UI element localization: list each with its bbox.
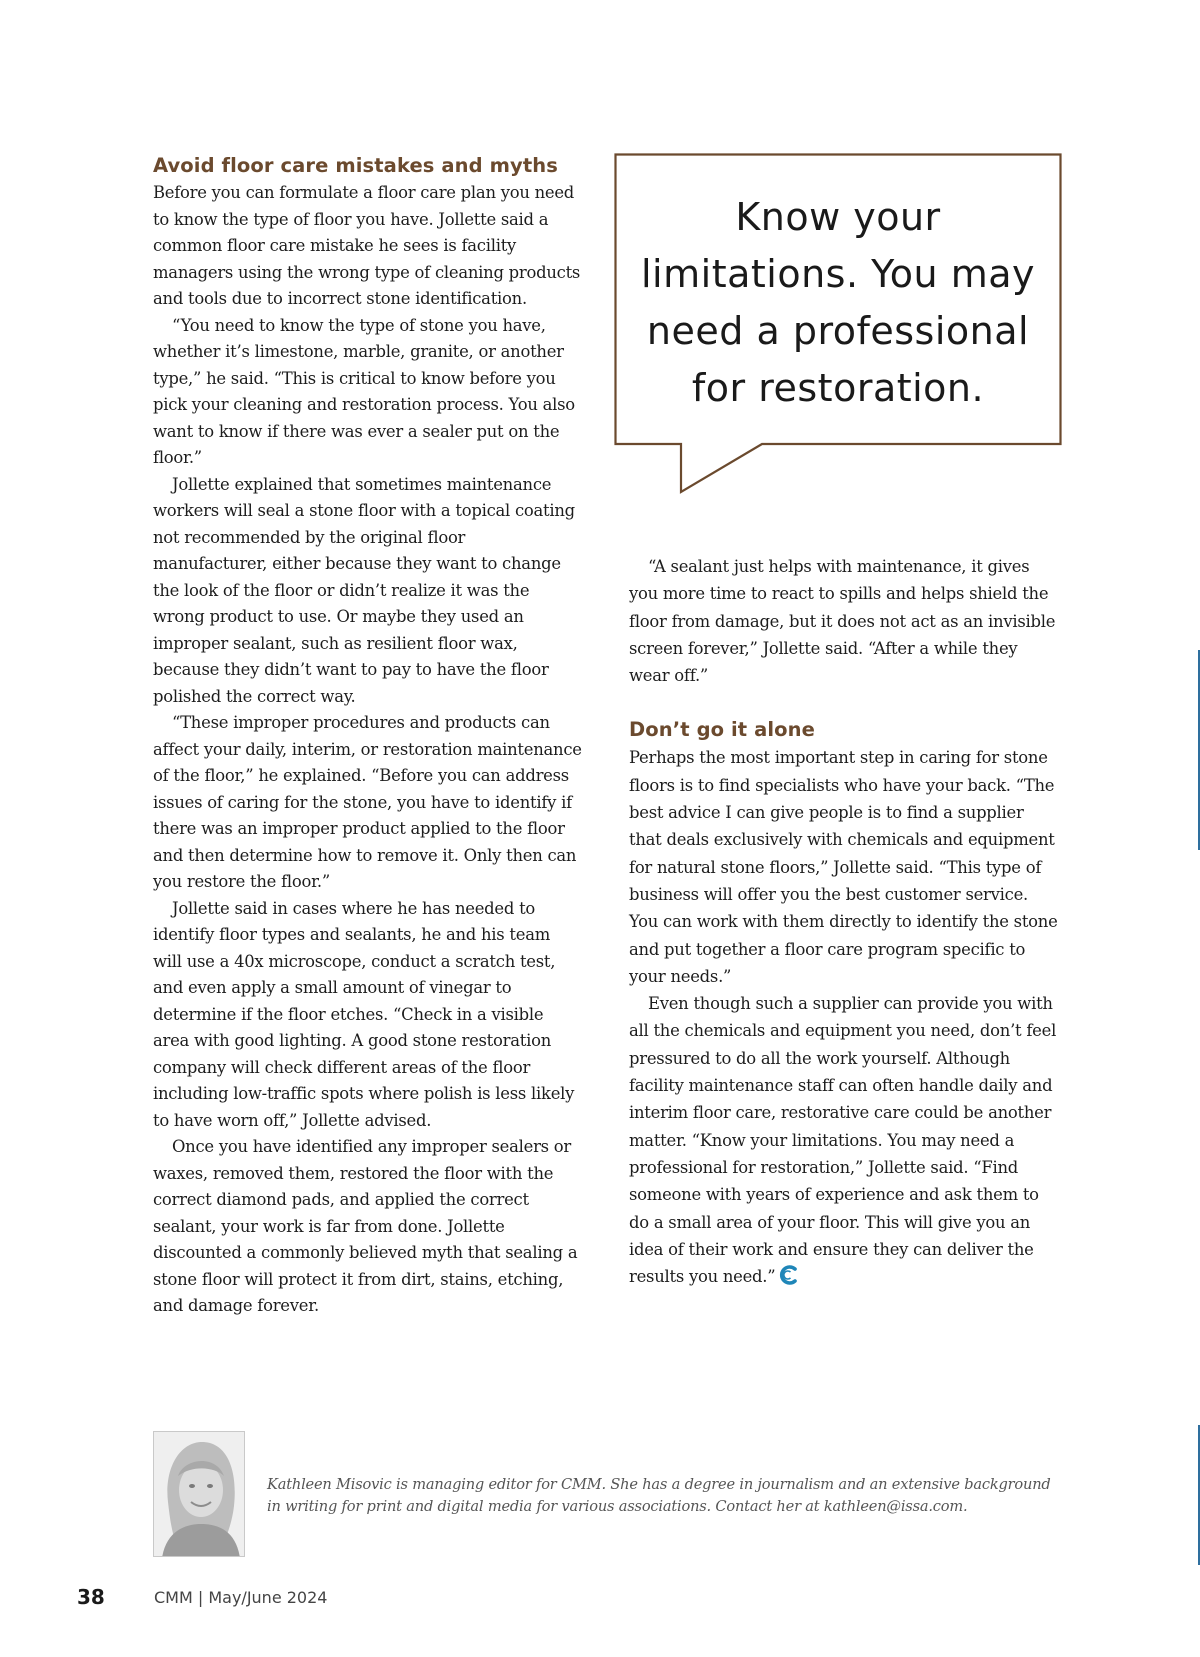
body-paragraph: “These improper procedures and products can affect your daily, interim, or restoration maintenance of the floor,” he explained. “Before you can address issues of caring for the stone, you have to identify if there was an improper product applied to the floor and then determine how to remove it. Only then can you restore the floor.” [153, 713, 582, 891]
pull-quote-text [624, 189, 1052, 417]
pull-quote-line: for restoration. [691, 366, 985, 410]
left-column [153, 153, 583, 1320]
body-paragraph: Jollette said in cases where he has needed to identify floor types and sealants, he and his team will use a 40x microscope, conduct a scratch test, and even apply a small amount of vinegar to determine if the floor etches. “Check in a visible area with good lighting. A good stone restoration company will check different areas of the floor including low-traffic spots where polish is less likely to have worn off,” Jollette advised. [153, 898, 575, 1130]
pull-quote-callout [614, 153, 1062, 495]
author-portrait-image [154, 1432, 245, 1557]
body-paragraph: Once you have identified any improper sealers or waxes, removed them, restored the floor with the correct diamond pads, and applied the correct sealant, your work is far from done. Jollette discounted a commonly believed myth that sealing a stone floor will protect it from dirt, stains, etching, and damage forever. [153, 1137, 578, 1315]
body-paragraph: “You need to know the type of stone you have, whether it’s limestone, marble, granite, or another type,” he said. “This is critical to know before you pick your cleaning and restoration process. You also want to know if there was ever a sealer put on the floor.” [153, 315, 575, 467]
author-photo [153, 1431, 245, 1557]
right-column [629, 553, 1059, 1290]
end-of-article-icon [779, 1265, 799, 1285]
body-paragraph-text: Even though such a supplier can provide you with all the chemicals and equipment you need, don’t feel pressured to do all the work yourself. Although facility maintenance staff can often handle daily and interim floor care, restorative care could be another matter. “Know your limitations. You may need a professional for restoration,” Jollette said. “Find someone with years of experience and ask them to do a small area of your floor. This will give you an idea of their work and ensure they can deliver the results you need.” [629, 994, 1057, 1287]
section-heading-dont-go-alone: Don’t go it alone [629, 718, 815, 742]
author-bio [153, 1430, 1063, 1558]
pull-quote-line: need a professional [646, 309, 1030, 353]
section-heading-myths: Avoid floor care mistakes and myths [153, 154, 558, 177]
publication-line: CMM | May/June 2024 [154, 1588, 328, 1607]
page-number: 38 [77, 1585, 105, 1609]
author-bio-text: Kathleen Misovic is managing editor for CMM. She has a degree in journalism and an extensive background in writing for print and digital media for various associations. Contact her at kathleen@issa.com. [267, 1476, 1051, 1515]
body-paragraph: Jollette explained that sometimes maintenance workers will seal a stone floor with a topical coating not recommended by the original floor manufacturer, either because they want to change the look of the floor or didn’t realize it was the wrong product to use. Or maybe they used an improper sealant, such as resilient floor wax, because they didn’t want to pay to have the floor polished the correct way. [153, 474, 575, 706]
pull-quote-line: limitations. You may [641, 252, 1035, 296]
pull-quote-line: Know your [735, 195, 941, 239]
body-paragraph: Perhaps the most important step in caring for stone floors is to find specialists who have your back. “The best advice I can give people is to find a supplier that deals exclusively with chemicals and equipment for natural stone floors,” Jollette said. “This type of business will offer you the best customer service. You can work with them directly to identify the stone and put together a floor care program specific to your needs.” [629, 748, 1058, 986]
body-paragraph-last [629, 990, 1059, 1290]
body-paragraph: “A sealant just helps with maintenance, it gives you more time to react to spills and helps shield the floor from damage, but it does not act as an invisible screen forever,” Jollette said. “After a while they wear off.” [629, 557, 1056, 686]
body-paragraph: Before you can formulate a floor care plan you need to know the type of floor you have. Jollette said a common floor care mistake he sees is facility managers using the wrong type of cleaning products and tools due to incorrect stone identification. [153, 183, 581, 308]
